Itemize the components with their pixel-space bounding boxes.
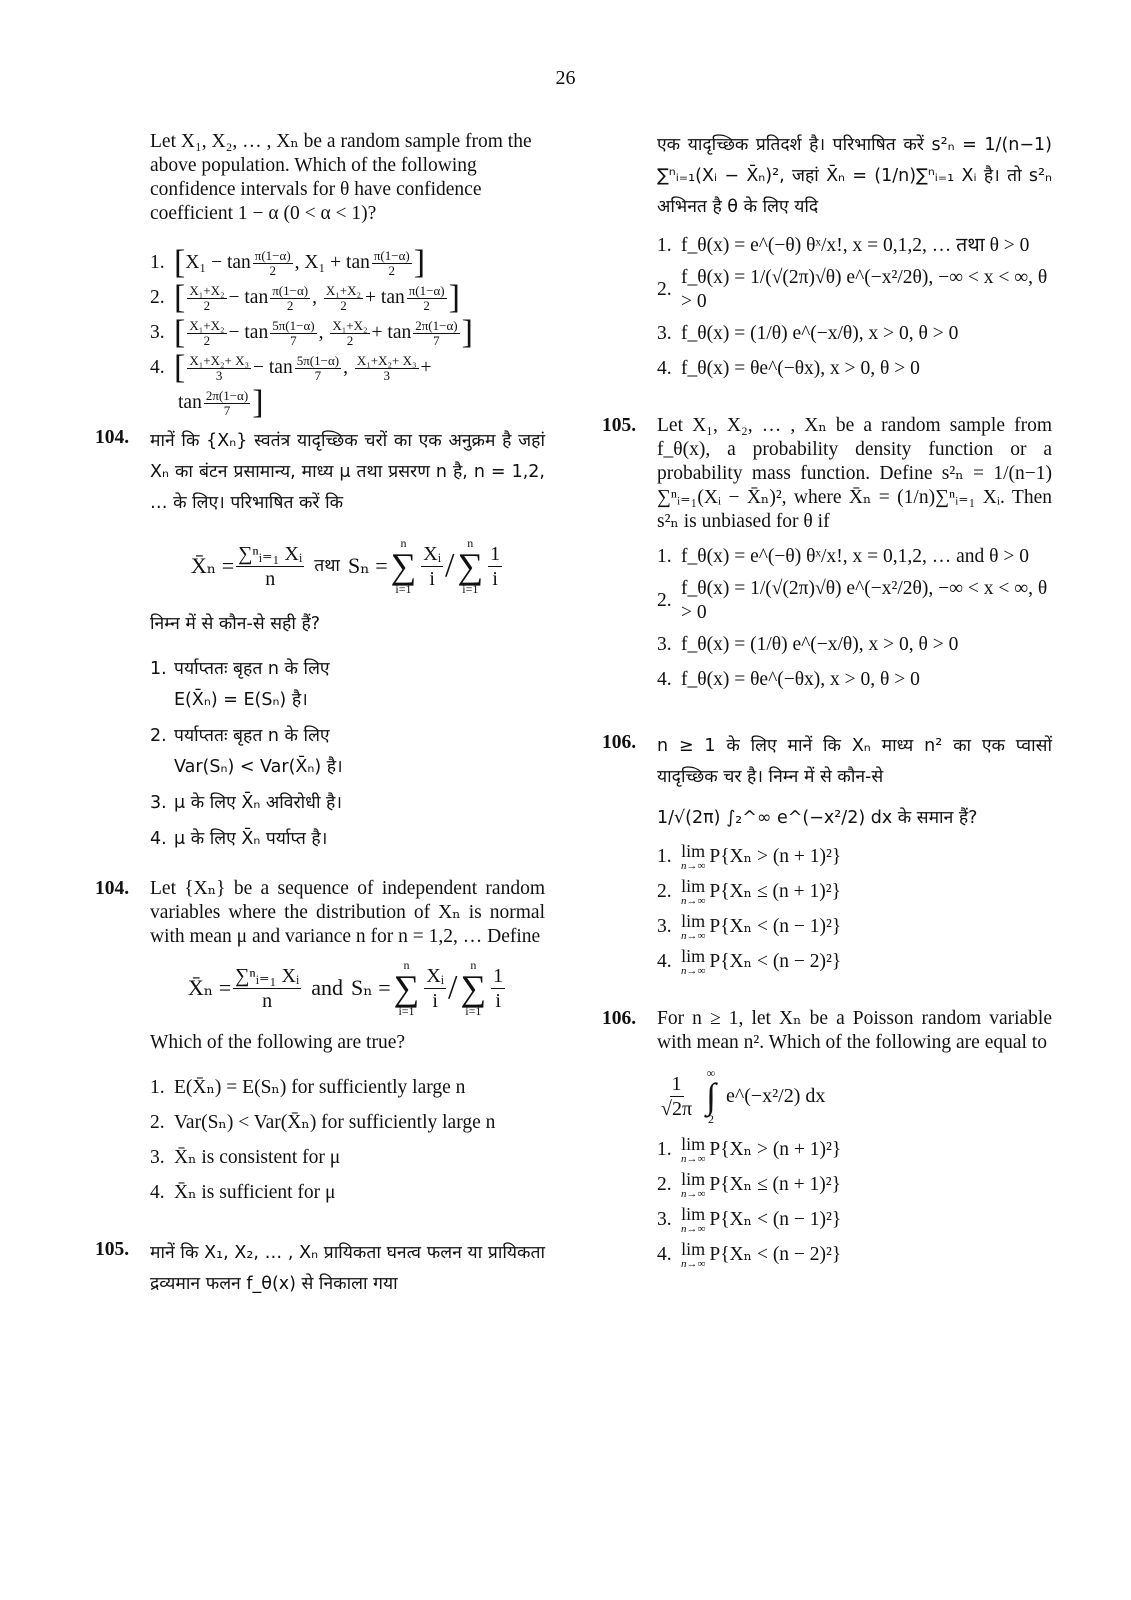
lim-word: lim xyxy=(681,911,706,931)
question-number: 106. xyxy=(602,732,637,753)
lim-sub: n→∞ xyxy=(681,860,706,872)
sum-top: n xyxy=(403,958,410,972)
sum-symbol: ∑ xyxy=(460,968,487,1008)
option-text: f_θ(x) = e^(−θ) θˣ/x!, x = 0,1,2, … and θ > 0 xyxy=(681,546,1029,567)
option-number: 3. xyxy=(150,793,167,813)
sum-operator xyxy=(457,537,483,595)
sum-top: n xyxy=(467,536,474,550)
option-line-2: E(X̄ₙ) = E(Sₙ) है। xyxy=(174,690,308,710)
lim-word: lim xyxy=(681,946,706,966)
integral-coefficient xyxy=(659,1072,694,1121)
question-106-hi xyxy=(602,731,1052,977)
frac-den: n xyxy=(262,989,273,1012)
option-text: f_θ(x) = θe^(−θx), x > 0, θ > 0 xyxy=(681,669,920,690)
lim-sub: n→∞ xyxy=(681,1188,706,1200)
option-text: E(X̄ₙ) = E(Sₙ) for sufficiently large n xyxy=(174,1077,466,1098)
frac-num: 2π(1−α) xyxy=(415,317,458,333)
right-column xyxy=(602,130,1052,1275)
frac-num: X₁+X₂ xyxy=(189,282,225,298)
sum-bottom: i=1 xyxy=(462,582,479,596)
option-number: 3. xyxy=(657,323,672,344)
frac-num: 5π(1−α) xyxy=(272,317,315,333)
limit xyxy=(681,947,705,977)
option-upper-text: + xyxy=(420,357,432,378)
frac-den: i xyxy=(432,989,438,1012)
fraction xyxy=(204,389,250,418)
frac-den: 7 xyxy=(223,402,231,418)
integral-formula xyxy=(657,1067,1052,1125)
option-number: 4. xyxy=(657,358,672,379)
option-2: 2. [ $\frac{\text{X₁+X₂}}{2}$ − tan $\frac{\pi(1-\alpha)}{2}$ , $\frac{\text{X₁+X₂}}{2}$ + tan $\frac{\pi(1-\alpha)}{2}$ ] xyxy=(150,279,460,316)
xbar-lhs: X̄ₙ = xyxy=(190,553,235,578)
frac-den: 3 xyxy=(383,367,390,383)
frac-den: i xyxy=(492,567,498,590)
sum-operator xyxy=(391,537,417,595)
limit xyxy=(681,1170,705,1200)
question-105-hi xyxy=(95,1238,545,1300)
question-number: 106. xyxy=(602,1008,637,1029)
option-text: P{Xₙ < (n − 2)²} xyxy=(709,951,842,972)
slash: / xyxy=(448,969,458,1006)
frac-num: X₁+X₂+ X₃ xyxy=(356,352,417,368)
option-3: 3. [ $\frac{\text{X₁+X₂}}{2}$ − tan $\frac{5\pi(1-\alpha)}{7}$ , $\frac{\text{X₁+X₂}}{2}$ + tan $\frac{2\pi(1-\alpha)}{7}$ ] xyxy=(150,314,473,351)
option-number: 4. xyxy=(150,357,165,378)
option-lower-text: − tan xyxy=(228,287,269,308)
option-2 xyxy=(657,1170,1052,1200)
fraction xyxy=(187,284,226,313)
frac-num: X₁+X₂ xyxy=(189,317,225,333)
option-3 xyxy=(657,912,1052,942)
option-number: 2. xyxy=(657,1174,672,1195)
s-lhs: Sₙ = xyxy=(350,975,391,1000)
option-lower-text: − tan xyxy=(253,357,293,378)
frac-den: 3 xyxy=(215,367,223,383)
option-text: f_θ(x) = (1/θ) e^(−x/θ), x > 0, θ > 0 xyxy=(681,634,959,655)
option-upper-text: + tan xyxy=(371,322,412,343)
fraction xyxy=(413,319,459,348)
option-text: P{Xₙ > (n + 1)²} xyxy=(709,1139,842,1160)
s-lhs: Sₙ = xyxy=(347,553,388,578)
frac-den: 2 xyxy=(423,297,430,313)
option-number: 1. xyxy=(657,546,672,567)
option-text: μ के लिए X̄ₙ अविरोधी है। xyxy=(174,793,342,813)
frac-num: 2π(1−α) xyxy=(205,387,249,403)
option-2 xyxy=(657,577,1052,625)
option-text: X̄ₙ is sufficient for μ xyxy=(174,1182,336,1203)
lim-word: lim xyxy=(681,1204,706,1224)
frac-num: X₁+X₂ xyxy=(332,317,368,333)
option-text: μ के लिए X̄ₙ पर्याप्त है। xyxy=(174,829,328,849)
integral-symbol: ∫ xyxy=(706,1076,716,1116)
option-number: 3. xyxy=(657,1209,672,1230)
fraction xyxy=(295,354,341,383)
frac-den: 2 xyxy=(203,332,211,348)
option-1: 1. [ X₁ − tan $\frac{\pi(1-\alpha)}{2}$ , X₁ + tan $\frac{\pi(1-\alpha)}{2}$ ] xyxy=(150,244,426,281)
option-number: 2. xyxy=(150,726,167,746)
question-text: Let X₁, X₂, … , Xₙ be a random sample from f_θ(x), a probability density function or a probability mass function. Define s²ₙ = 1/(n−1) ∑ⁿᵢ₌₁(Xᵢ − X̄ₙ)², where X̄ₙ = (1/n)∑ⁿᵢ₌₁ Xᵢ. Then s²ₙ is unbiased for θ if xyxy=(657,415,1052,532)
question-text: मानें कि X₁, X₂, … , Xₙ प्रायिकता घनत्व फलन या प्रायिकता द्रव्यमान फलन f_θ(x) से निकाला गया xyxy=(150,1243,545,1294)
option-4 xyxy=(657,665,1052,695)
option-number: 3. xyxy=(150,1147,165,1168)
fraction xyxy=(270,284,310,313)
option-1 xyxy=(657,231,1052,261)
limit xyxy=(681,912,705,942)
option-1 xyxy=(657,542,1052,572)
option-text: P{Xₙ ≤ (n + 1)²} xyxy=(709,881,841,902)
option-2 xyxy=(150,721,545,783)
option-1 xyxy=(150,654,545,716)
fraction xyxy=(330,319,369,348)
sum-bottom: i=1 xyxy=(395,582,412,596)
frac-den: 2 xyxy=(203,297,211,313)
question-text: Let X₁, X₂, … , Xₙ be a random sample from the above population. Which of the following confidence intervals for θ have confidence coefficient 1 − α (0 < α < 1)? xyxy=(150,131,532,224)
option-4 xyxy=(657,354,1052,384)
left-column xyxy=(95,130,545,1300)
option-number: 4. xyxy=(657,951,672,972)
frac-num: π(1−α) xyxy=(272,282,309,298)
limit xyxy=(681,1135,705,1165)
option-1 xyxy=(657,1135,1052,1165)
sum-operator xyxy=(394,959,420,1017)
option-upper-text: X₁ + tan xyxy=(304,252,370,273)
frac-num: ∑ⁿᵢ₌₁ Xᵢ xyxy=(238,542,303,565)
sum-symbol: ∑ xyxy=(393,968,420,1008)
option-3 xyxy=(657,630,1052,660)
conjunction: and xyxy=(311,975,343,1000)
option-number: 2. xyxy=(657,279,672,300)
sum-top: n xyxy=(400,536,407,550)
mean-fraction xyxy=(236,542,304,591)
option-number: 1. xyxy=(150,659,167,679)
limit xyxy=(681,1240,705,1270)
option-line-1: पर्याप्ततः बृहत n के लिए xyxy=(174,659,330,679)
question-number: 105. xyxy=(95,1239,130,1260)
integral-line: 1/√(2π) ∫₂^∞ e^(−x²/2) dx के समान हैं? xyxy=(657,808,978,828)
option-line-2: Var(Sₙ) < Var(X̄ₙ) है। xyxy=(174,757,343,777)
option-tail-text: tan xyxy=(178,392,202,413)
option-number: 2. xyxy=(657,881,672,902)
lim-sub: n→∞ xyxy=(681,1153,706,1165)
option-number: 1. xyxy=(657,846,672,867)
option-4 xyxy=(150,1178,545,1208)
options-list xyxy=(657,1135,1052,1270)
lim-sub: n→∞ xyxy=(681,1258,706,1270)
xbar-lhs: X̄ₙ = xyxy=(187,975,232,1000)
sum-symbol: ∑ xyxy=(457,546,484,586)
frac-den: n xyxy=(265,567,276,590)
option-number: 1. xyxy=(657,235,672,256)
fraction xyxy=(355,354,419,383)
sum-bottom: i=1 xyxy=(465,1004,482,1018)
option-number: 4. xyxy=(657,1244,672,1265)
frac-den: i xyxy=(495,989,501,1012)
frac-num: X₁+X₂+ X₃ xyxy=(189,352,250,368)
option-3 xyxy=(150,788,545,819)
option-line-1: पर्याप्ततः बृहत n के लिए xyxy=(174,726,330,746)
lim-sub: n→∞ xyxy=(681,965,706,977)
option-text: Var(Sₙ) < Var(X̄ₙ) for sufficiently large n xyxy=(174,1112,496,1133)
question-text: एक यादृच्छिक प्रतिदर्श है। परिभाषित करें s²ₙ = 1/(n−1) ∑ⁿᵢ₌₁(Xᵢ − X̄ₙ)², जहां X̄ₙ = (1/n)∑ⁿᵢ₌₁ Xᵢ है। तो s²ₙ अभिनत है θ के लिए यदि xyxy=(657,135,1052,217)
frac-num: Xᵢ xyxy=(423,542,442,565)
option-4 xyxy=(150,824,545,855)
sum-operator xyxy=(461,959,487,1017)
option-3 xyxy=(657,1205,1052,1235)
fraction xyxy=(407,284,447,313)
option-number: 1. xyxy=(150,252,165,273)
frac-num: X₁+X₂ xyxy=(325,282,362,298)
option-number: 1. xyxy=(150,1077,165,1098)
frac-den: 2 xyxy=(286,297,294,313)
frac-den: √2π xyxy=(661,1097,693,1120)
frac-den: 7 xyxy=(433,332,440,348)
option-lower-text: X₁ − tan xyxy=(185,252,251,273)
question-105-hi-continued xyxy=(602,130,1052,384)
option-upper-text: + tan xyxy=(365,287,405,308)
options-list xyxy=(150,1073,545,1208)
option-number: 4. xyxy=(150,1182,165,1203)
option-number: 4. xyxy=(657,669,672,690)
option-text: f_θ(x) = e^(−θ) θˣ/x!, x = 0,1,2, … तथा θ > 0 xyxy=(681,235,1030,256)
limit xyxy=(681,842,705,872)
frac-den: 2 xyxy=(340,297,347,313)
option-4 xyxy=(657,947,1052,977)
question-104-hi xyxy=(95,426,545,855)
question-number: 104. xyxy=(95,878,130,899)
option-2 xyxy=(657,877,1052,907)
option-3 xyxy=(150,1143,545,1173)
fraction xyxy=(187,354,251,383)
frac-num: π(1−α) xyxy=(254,247,291,263)
option-text: P{Xₙ > (n + 1)²} xyxy=(709,846,842,867)
option-number: 1. xyxy=(657,1139,672,1160)
question-105-en xyxy=(602,414,1052,695)
option-number: 2. xyxy=(657,590,672,611)
fraction xyxy=(270,319,316,348)
fraction xyxy=(372,249,412,278)
frac-num: π(1−α) xyxy=(408,282,445,298)
lim-sub: n→∞ xyxy=(681,895,706,907)
question-103-en-tail xyxy=(95,130,545,421)
sum-bottom: i=1 xyxy=(398,1004,415,1018)
integral-operator xyxy=(706,1067,716,1125)
term-fraction xyxy=(421,542,443,591)
integral-top: ∞ xyxy=(706,1066,716,1080)
frac-den: 2 xyxy=(388,262,396,278)
question-text: मानें कि {Xₙ} स्वतंत्र यादृच्छिक चरों का एक अनुक्रम है जहां Xₙ का बंटन प्रसामान्य, माध्य μ तथा प्रसरण n है, n = 1,2, … के लिए। परिभाषित करें कि xyxy=(150,431,545,513)
fraction xyxy=(253,249,293,278)
question-number: 105. xyxy=(602,415,637,436)
option-text: P{Xₙ < (n − 1)²} xyxy=(709,916,842,937)
option-text: f_θ(x) = 1/(√(2π)√θ) e^(−x²/2θ), −∞ < x < ∞, θ > 0 xyxy=(681,267,1048,312)
frac-num: 1 xyxy=(490,542,501,565)
fraction xyxy=(324,284,363,313)
lim-word: lim xyxy=(681,1134,706,1154)
conjunction: तथा xyxy=(314,555,340,576)
option-number: 3. xyxy=(657,916,672,937)
option-text: f_θ(x) = θe^(−θx), x > 0, θ > 0 xyxy=(681,358,920,379)
option-text: P{Xₙ < (n − 2)²} xyxy=(709,1244,842,1265)
question-text: For n ≥ 1, let Xₙ be a Poisson random variable with mean n². Which of the following are equal to xyxy=(657,1008,1052,1053)
term-fraction xyxy=(488,542,502,591)
frac-den: 2 xyxy=(269,262,276,278)
option-text: P{Xₙ < (n − 1)²} xyxy=(709,1209,842,1230)
options-list xyxy=(150,244,545,421)
frac-den: 7 xyxy=(290,332,297,348)
lim-word: lim xyxy=(681,1169,706,1189)
mean-fraction xyxy=(233,964,301,1013)
integral-body: e^(−x²/2) dx xyxy=(725,1085,826,1107)
term-fraction xyxy=(424,964,446,1013)
option-3 xyxy=(657,319,1052,349)
question-text: n ≥ 1 के लिए मानें कि Xₙ माध्य n² का एक प्वासों यादृच्छिक चर है। निम्न में से कौन-से xyxy=(657,736,1052,787)
frac-num: Xᵢ xyxy=(426,964,445,987)
question-106-en xyxy=(602,1007,1052,1270)
definition-formula xyxy=(150,537,545,595)
limit xyxy=(681,1205,705,1235)
frac-den: 7 xyxy=(314,367,322,383)
option-4-continued: tan $\frac{2\pi(1-\alpha)}{7}$ ] xyxy=(178,384,264,421)
lim-word: lim xyxy=(681,1239,706,1259)
limit xyxy=(681,877,705,907)
frac-num: ∑ⁿᵢ₌₁ Xᵢ xyxy=(235,964,300,987)
question-ask: Which of the following are true? xyxy=(150,1032,406,1053)
lim-sub: n→∞ xyxy=(681,1223,706,1235)
options-list xyxy=(657,231,1052,384)
question-104-en xyxy=(95,877,545,1208)
frac-den: 2 xyxy=(346,332,354,348)
question-number: 104. xyxy=(95,427,130,448)
frac-num: 1 xyxy=(671,1072,682,1095)
option-1 xyxy=(150,1073,545,1103)
integral-bottom: 2 xyxy=(708,1112,715,1126)
option-number: 3. xyxy=(657,634,672,655)
option-4 xyxy=(657,1240,1052,1270)
slash: / xyxy=(445,547,455,584)
sum-top: n xyxy=(470,958,477,972)
option-text: f_θ(x) = (1/θ) e^(−x/θ), x > 0, θ > 0 xyxy=(681,323,959,344)
option-number: 2. xyxy=(150,1112,165,1133)
sum-symbol: ∑ xyxy=(390,546,417,586)
option-number: 3. xyxy=(150,322,165,343)
options-list xyxy=(657,842,1052,977)
frac-num: 1 xyxy=(493,964,504,987)
options-list xyxy=(657,542,1052,695)
question-text: Let {Xₙ} be a sequence of independent random variables where the distribution of Xₙ is normal with mean μ and variance n for n = 1,2, … Define xyxy=(150,878,545,947)
lim-word: lim xyxy=(681,876,706,896)
lim-sub: n→∞ xyxy=(681,930,706,942)
fraction xyxy=(187,319,226,348)
option-text: X̄ₙ is consistent for μ xyxy=(174,1147,341,1168)
option-2 xyxy=(657,266,1052,314)
option-number: 2. xyxy=(150,287,165,308)
definition-formula xyxy=(150,959,545,1017)
frac-den: i xyxy=(429,567,435,590)
option-number: 4. xyxy=(150,829,167,849)
option-4: 4. [ $\frac{\text{X₁+X₂+ X₃}}{3}$ − tan $\frac{5\pi(1-\alpha)}{7}$ , $\frac{\text{X₁+X₂+ X₃}}{3}$ + xyxy=(150,349,432,386)
frac-num: 5π(1−α) xyxy=(296,352,340,368)
option-lower-text: − tan xyxy=(228,322,269,343)
page-number: 26 xyxy=(555,67,576,89)
options-list xyxy=(150,654,545,855)
option-1 xyxy=(657,842,1052,872)
lim-word: lim xyxy=(681,841,706,861)
option-2 xyxy=(150,1108,545,1138)
option-text: f_θ(x) = 1/(√(2π)√θ) e^(−x²/2θ), −∞ < x < ∞, θ > 0 xyxy=(681,578,1048,623)
option-text: P{Xₙ ≤ (n + 1)²} xyxy=(709,1174,841,1195)
frac-num: π(1−α) xyxy=(373,247,410,263)
question-ask: निम्न में से कौन-से सही हैं? xyxy=(150,614,321,634)
term-fraction xyxy=(491,964,505,1013)
